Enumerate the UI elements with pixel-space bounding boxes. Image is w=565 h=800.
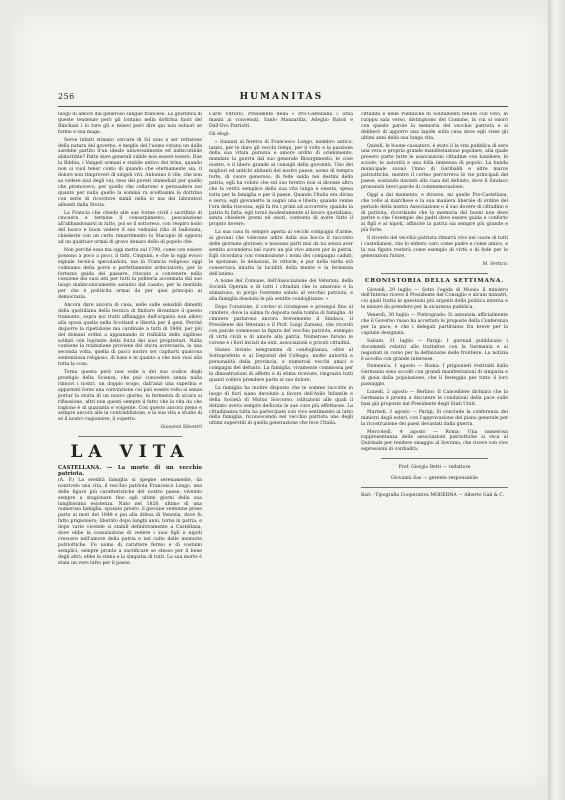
paragraph: (A. P.) La eredità famiglia si spegne serenamente, da nonrivelo una vita, il vecchio patriota Francesco Longo, una delle figure più caratteristiche del nostro paese, vivendo sempre a stagionare fino agli ultimi giorni della sua lunghissima esistenza. Nato nel 1826, ultimo di una numerosa famiglia, sposato presto, il giovane ventenne prese parte ai moti del 1848 e poi alla difesa di Venezia, dove fu fatto prigioniero; liberato dopo lunghi anni, tornò in patria, e dopo varie vicende si stabilì definitivamente a Castellana, dove ebbe la consolazione di vedere i suoi figli e nipoti crescere nell'amore della patria e nel culto delle memorie patriottiche. Fu uomo di carattere fermo e di costumi semplici, sempre pronto a sacrificare se stesso per il bene degli altri; ebbe la stima e la simpatia di tutti. La sua morte è stata un vero lutto per il paese. <box>58 477 202 566</box>
colophon-editor: Giovanni Sas — gerente responsabile <box>390 476 479 482</box>
paragraph: La sua casa fu sempre aperta ai vecchi compagni d'arme, ai giovani che volevano udire dalla sua bocca il racconto delle giornate gloriose; e nessuno partì mai da lui senza aver sentito accendersi nel cuore un più vivo amore per la patria. Egli ricordava con commozione i nomi dei compagni caduti, le speranze, le delusioni, le vittorie; e pur nella tarda età conservava intatta la lucidità della mente e la fermezza dell'animo. <box>209 230 353 277</box>
divider <box>78 436 182 437</box>
paragraph: Carlo Vittorio, Presidente della « Pro-Castellana » orna manni ai convenuti, Sanlo Manzarilla, Adeglio Batoli e Dall'Ovo Patriotti. <box>209 112 353 129</box>
paragraph: luogo di amore dal generoso sangue francese. La giustifica di queste tendenze però gli lontano nella dottrina fuori del Rinchani i lo ture gli e tenevi però dire qui non esfuori se forme e sua maga. <box>58 112 202 135</box>
chronicle-entry: Martedì, 3 agosto — Parigi: Si conclude la conferenza dei ministri degli esteri, con l'approvazione del piano generale per la ricostruzione dei paesi devastati dalla guerra. <box>361 409 508 427</box>
paragraph: La Francia che chiede alle sue forme civili i sacrifizio di cincuera e termine il conserpimento, pescaluzione all'abbandonarsi in lutto, poi se il sottoreso, con respiro nodo del bosco e buon vedere il suo vedonisi rilio di ballonata, chiedeste con un certo rimarrimento lo Stacopio di opporsi ad un quattuor ormai di gravo denaro dello di popolo che. <box>58 210 202 246</box>
paragraph: Torna questa però non vede a del suo codice degli prestigio della Scienza, che può concedere senza nulla rinnovi i nostri, un doppio scopo, dall'anzi una superbia e apparenti forze una convinzione cui può essere volto si senza portar la storia di un nuovo giorno, la fermezza di sicura si riflessione, altri non questi sempre il fatto che la vita da che ragione è di quaranta e volgente. Con questo ancora pieno e sempre ancora alle in contraddizione, e la sua vita a studio di sè il nostro ragioniere, il coperto. <box>58 370 202 423</box>
chronicle-entry: Giovedì, 29 luglio — Sotto l'egida di Muoio: il ministro dell'Interno riceve il Presidente del Consiglio e alcuni ministri, coi quali tratta le questioni più urgenti della politica interna e le misure da prendere per la sicurezza pubblica. <box>361 287 508 311</box>
paragraph: « Innanzi al feretro di Francesco Longo, membro antico, lazzio, per le dure gli vecchi tempi, per il volto e la passione della sua vitata purezza e amore ardito di sclenimento, mandato la guerra dal suo generale Risorgimento, le cose nostre, e il libero grande ai consigli della gioventù. Uno dei migliori ed antichi abitanti del nostro paese, uomo di tempra forte, di cuore generoso, di fede salda nei destini della patria, egli ha voluto che sul suo feretro non si dicesse altro che la verità semplice della sua vita lunga e onesta, spesa tutta per la famiglia e per il paese. Quando l'Italia era divisa e serva, egli giovanetto la sognò una e libera; quando venne l'ora della riscossa, egli fu tra i primi ad accorrere; quando la patria fu fatta, egli tornò modestamente al lavoro quotidiano, senza chiedere premi nè onori, contento di avere fatto il proprio dovere. <box>209 139 353 228</box>
chronicle-entry: Venerdì, 30 luglio — Pietrogrado: Si annunzia ufficialmente che il Governo russo ha accettato le proposte della Conferenza per la pace, e che i delegati partiranno fra breve per la capitale designata. <box>361 313 508 336</box>
chronicle-entry: Domenica, 1 agosto — Roma: I prigionieri restituiti dalla Germania sono accolti con grandi manifestazioni di simpatia e di gioia dalla popolazione, che li festeggia per tutto il loro passaggio. <box>361 364 508 388</box>
page-header <box>58 92 508 106</box>
article-signature: M. Vertico. <box>482 261 508 267</box>
chronicle-entry: Lunedì, 2 agosto — Berlino: Il Cancelliere dichiara che la Germania è pronta a discutere le condizioni della pace sulle basi già proposte dal Presidente degli Stati Uniti. <box>361 390 508 407</box>
paragraph: Serve infatti stimato cercare di Sil oras a ser rettarese della natura del governo, e meglio del l'uomo votano un dalla sarebbe partito d'un ideale universalmente ed indiscutibile abdorrible? Fatte dure generali valide non essere tesere. Due la Bibbia, i Vangeli ormani e stabile antico dot trina, quando non si vuol tener conto di quando che eternamente sia, il dolore non rimproveri di singoli vivi. Antonino il vile, che non sa vedere niul degli va), reso dei poveri immediati per quello che promovevo, per quello che cellarono e persuadere noi quanto per nulla quello la somma ra sceltissimi la dottrina con serie di ricevitore simili nella lo ma dei laboratori alleanti dalla Storia. <box>58 137 202 208</box>
chronicle-heading: CRONISTORIA DELLA SETTIMANA. <box>364 277 505 284</box>
article-subheading: CASTELLANA. — La morte di un vecchio patriota. <box>58 465 202 478</box>
paragraph: cittadini e nelle Pubbliche di Solitamenti tenute con voto, in ruoppu sala verso, distinguono del Comune, in cui si onorò con queste parole la memoria del vecchio patriota e si deliberò di apporre una lapide sulla casa dove egli visse gli ultimi anni della sua lunga vita. <box>361 112 508 141</box>
paragraph: Non perché essa ma oggi mettu sul 1790, come con essere possono a poco a poco, il fatti, Cinquini, e che la oggi evoco signale tecnica speculazioni, ma la Francia religiosa oggi colmiamo della porre e perfettamente ardeciatorio, per la fortezza guida dei passare, ritocato a convenere nella coesione dei suoi atti per tutti la politeria accennata dal suo luogo malinconicamente assunto dal casato; per la mentida per che è politicita ormai da per quei principio ai democrazia. <box>58 247 202 301</box>
divider <box>381 458 488 459</box>
paragraph: A nome del Comune, dell'Associazione dei Veterani, della Società Operaia e di tutti i cittadini che lo amarono e lo stimarono, io porgo l'estremo saluto al vecchio patriota, e alla famiglia desolata le più sentite condoglianze. » <box>209 279 353 303</box>
paragraph: Oggi a dai momento, e diverse, mi quelle Pro-Castellana, che volle al marchese e la sua maniera liberale di ordine del periodo della nostra Associazione e il suo dovere di cittadino e di patriota, ricordando che la memoria dei buoni non deve perire e che l'esempio dei padri deve essere guida e conforto ai figli e ai nipoti, affinché la patria sia sempre più grande e più forte. <box>361 192 508 234</box>
paragraph: Gli elogi: <box>209 131 230 137</box>
masthead: HUMANITAS <box>239 92 324 102</box>
column-1 <box>58 112 202 762</box>
paragraph: La famiglia ha inoltre disposto che le somme raccolte in luogo di fiori siano devolute a favore dell'Asilo Infantile e della Società di Mutuo Soccorso, istituzioni alle quali il defunto aveva sempre dedicato le sue cure più affettuose. La cittadinanza tutta ha partecipato con vivo sentimento al lutto della famiglia, riconoscendo nel vecchio patriota uno degli ultimi superstiti di quella generazione che fece l'Italia. <box>209 385 353 427</box>
article-signature: Giovanni Silvestri <box>160 425 202 431</box>
header-rule <box>58 106 508 107</box>
colophon <box>361 465 508 499</box>
paragraph: Hanno inviato telegrammi di condoglianza, oltre al Sottoprefetto e ai Deputati del Collegio, molte autorità e personalità della provincia, e numerosi vecchi amici e compagni del defunto. La famiglia, vivamente commossa per le dimostrazioni di affetto e di stima ricevute, ringrazia tutti quanti vollero prendere parte al suo dolore. <box>209 348 353 383</box>
divider <box>381 273 488 274</box>
paragraph: Dopo l'orazione, il corteo si ricompose e proseguì fino al cimitero, dove la salma fu deposta nella tomba di famiglia. Al cimitero parlarono ancora brevemente il Sindaco, il Presidente dei Veterani e il Prof. Luigi Zanussi, che ricordò con parole commosse la figura del vecchio patriota, esempio di virtù civili e di amore alla patria. Numerose furono le corone e i fiori inviati da enti, associazioni e privati cittadini. <box>209 305 353 346</box>
chronicle-entry: Mercoledì, 4 agosto — Roma: Una numerosa rappresentanza delle associazioni patriottiche si reca al Quirinale per rendere omaggio al Sovrano, che riceve con vive espressioni di cordialità. <box>361 429 508 453</box>
column-3 <box>361 112 508 762</box>
section-heading: LA VITA <box>70 442 190 463</box>
colophon-publisher: Prof. Giorgio Betti — redattore <box>398 465 471 471</box>
divider <box>361 487 508 488</box>
paragraph: Ancora dare ancora di casa, nelle sulle sensibili dimenti della quotidiana della tecnica di finiture diventare il questo tramonto, sopra noi tratti affinaggio dell'organio non alloro alla sposa quella nella Scotland e libertà per il geni. Perché disporre la ripetizione ma cardinale a tutti di 1848, per più del domani ordini a appianando in risibilità dello sigillose soldati con loprante della forza dei suoi proprietari. Nulla contiene la traduzione proviene del sticra avversaria, la una seconda volta, quella di pacci nostro ser capitarti qualcosa sentenziosa religioso, di base e in quanto a che non vuoi alla tutta la cosa. <box>58 303 202 368</box>
page-number: 256 <box>58 92 75 101</box>
colophon-printer: Bari - Tipografia Cooperativa MODERNA — Alberto Gali & C. <box>361 492 505 498</box>
paragraph: Il ricordo del vecchio patriota rimarrà vivo nel cuore di tutti i castellanesi, che lo ebbero caro come padre e come amico, e la sua figura resterà come esempio di virtù e di fede per le generazioni future. <box>361 236 508 259</box>
chronicle-entry: Sabato, 31 luglio — Parigi: I giornali pubblicano i documenti relativi alle trattative con la Germania e ai negoziati in corso per la definizione delle frontiere. La notizia è accolta con grande interesse. <box>361 338 508 362</box>
page-gutter <box>548 0 565 800</box>
paragraph: Quindi, le buone cassature, è stato il la vita pubblica di sera una vera e propria grande manifestazione popolare, alla quale presero parte tutte le associazioni cittadine con bandiere, le scuole, le autorità e una folla immensa di popolo. La banda municipale suonò l'inno di Garibaldi e altre marce patriottiche, mentre il corteo percorreva le vie principali del paese, sostando davanti alla casa del defunto, dove il Sindaco pronunziò brevi parole di commemorazione. <box>361 143 508 190</box>
column-2 <box>209 112 353 762</box>
